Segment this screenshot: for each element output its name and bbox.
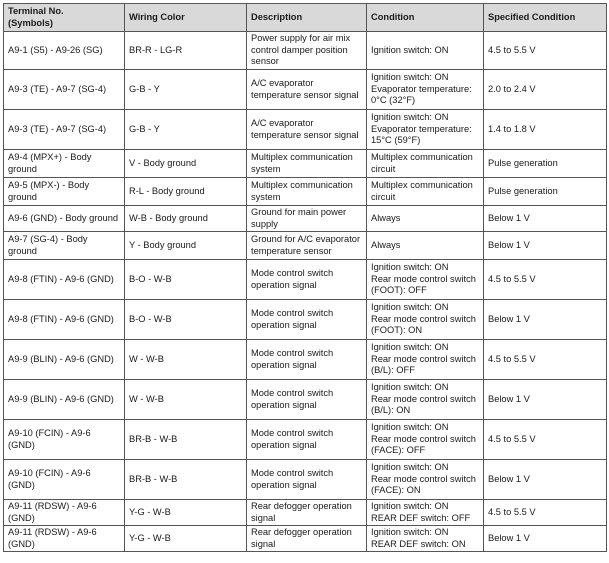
wiring-color-cell: W-B - Body ground — [125, 206, 247, 232]
terminal-cell: A9-10 (FCIN) - A9-6 (GND) — [4, 420, 125, 460]
table-row — [4, 206, 607, 232]
wiring-color-cell: BR-B - W-B — [125, 420, 247, 460]
table-row — [4, 380, 607, 420]
table-row — [4, 340, 607, 380]
condition-cell: Ignition switch: ON Rear mode control switch (FOOT): ON — [367, 300, 484, 340]
specified-condition-cell: 1.4 to 1.8 V — [484, 110, 607, 150]
description-cell: Mode control switch operation signal — [247, 460, 367, 500]
wiring-color-cell: B-O - W-B — [125, 260, 247, 300]
terminal-cell: A9-4 (MPX+) - Body ground — [4, 150, 125, 178]
description-cell: A/C evaporator temperature sensor signal — [247, 70, 367, 110]
condition-cell: Always — [367, 206, 484, 232]
description-cell: Mode control switch operation signal — [247, 300, 367, 340]
terminal-cell: A9-9 (BLIN) - A9-6 (GND) — [4, 380, 125, 420]
table-row — [4, 110, 607, 150]
condition-cell: Multiplex communication circuit — [367, 150, 484, 178]
wiring-color-cell: W - W-B — [125, 380, 247, 420]
wiring-color-cell: BR-R - LG-R — [125, 32, 247, 70]
wiring-color-cell: Y - Body ground — [125, 232, 247, 260]
specified-condition-cell: 4.5 to 5.5 V — [484, 32, 607, 70]
specified-condition-cell: Below 1 V — [484, 380, 607, 420]
header-wiring-color: Wiring Color — [125, 4, 247, 32]
terminal-cell: A9-10 (FCIN) - A9-6 (GND) — [4, 460, 125, 500]
description-cell: Multiplex communication system — [247, 178, 367, 206]
table-row — [4, 32, 607, 70]
condition-cell: Ignition switch: ON — [367, 32, 484, 70]
header-row — [4, 4, 607, 32]
terminal-cell: A9-11 (RDSW) - A9-6 (GND) — [4, 526, 125, 552]
specified-condition-cell: Below 1 V — [484, 460, 607, 500]
table-row — [4, 460, 607, 500]
header-description: Description — [247, 4, 367, 32]
header-condition: Condition — [367, 4, 484, 32]
description-cell: Ground for main power supply — [247, 206, 367, 232]
table-row — [4, 526, 607, 552]
wiring-color-cell: R-L - Body ground — [125, 178, 247, 206]
terminal-cell: A9-6 (GND) - Body ground — [4, 206, 125, 232]
description-cell: Mode control switch operation signal — [247, 380, 367, 420]
description-cell: Rear defogger operation signal — [247, 526, 367, 552]
condition-cell: Ignition switch: ON REAR DEF switch: OFF — [367, 500, 484, 526]
specified-condition-cell: 4.5 to 5.5 V — [484, 340, 607, 380]
header-terminal: Terminal No. (Symbols) — [4, 4, 125, 32]
terminal-cell: A9-1 (S5) - A9-26 (SG) — [4, 32, 125, 70]
table-row — [4, 232, 607, 260]
wiring-color-cell: BR-B - W-B — [125, 460, 247, 500]
table-row — [4, 260, 607, 300]
terminal-cell: A9-3 (TE) - A9-7 (SG-4) — [4, 70, 125, 110]
terminal-spec-table — [3, 3, 607, 552]
terminal-cell: A9-8 (FTIN) - A9-6 (GND) — [4, 300, 125, 340]
condition-cell: Ignition switch: ON Rear mode control switch (FACE): OFF — [367, 420, 484, 460]
wiring-color-cell: W - W-B — [125, 340, 247, 380]
wiring-color-cell: G-B - Y — [125, 110, 247, 150]
condition-cell: Multiplex communication circuit — [367, 178, 484, 206]
condition-cell: Ignition switch: ON REAR DEF switch: ON — [367, 526, 484, 552]
condition-cell: Ignition switch: ON Evaporator temperature: 15°C (59°F) — [367, 110, 484, 150]
specified-condition-cell: Below 1 V — [484, 300, 607, 340]
specified-condition-cell: Pulse generation — [484, 178, 607, 206]
table-row — [4, 420, 607, 460]
wiring-color-cell: G-B - Y — [125, 70, 247, 110]
terminal-cell: A9-5 (MPX-) - Body ground — [4, 178, 125, 206]
condition-cell: Ignition switch: ON Rear mode control switch (B/L): ON — [367, 380, 484, 420]
terminal-cell: A9-9 (BLIN) - A9-6 (GND) — [4, 340, 125, 380]
terminal-cell: A9-3 (TE) - A9-7 (SG-4) — [4, 110, 125, 150]
terminal-cell: A9-8 (FTIN) - A9-6 (GND) — [4, 260, 125, 300]
condition-cell: Always — [367, 232, 484, 260]
terminal-cell: A9-7 (SG-4) - Body ground — [4, 232, 125, 260]
terminal-cell: A9-11 (RDSW) - A9-6 (GND) — [4, 500, 125, 526]
description-cell: Multiplex communication system — [247, 150, 367, 178]
description-cell: Mode control switch operation signal — [247, 420, 367, 460]
condition-cell: Ignition switch: ON Evaporator temperature: 0°C (32°F) — [367, 70, 484, 110]
specified-condition-cell: 4.5 to 5.5 V — [484, 260, 607, 300]
specified-condition-cell: Pulse generation — [484, 150, 607, 178]
specified-condition-cell: 4.5 to 5.5 V — [484, 420, 607, 460]
wiring-color-cell: B-O - W-B — [125, 300, 247, 340]
table-row — [4, 500, 607, 526]
specified-condition-cell: Below 1 V — [484, 232, 607, 260]
condition-cell: Ignition switch: ON Rear mode control switch (FACE): ON — [367, 460, 484, 500]
table-row — [4, 178, 607, 206]
specified-condition-cell: 2.0 to 2.4 V — [484, 70, 607, 110]
table-row — [4, 300, 607, 340]
description-cell: Rear defogger operation signal — [247, 500, 367, 526]
description-cell: Mode control switch operation signal — [247, 340, 367, 380]
specified-condition-cell: 4.5 to 5.5 V — [484, 500, 607, 526]
table-row — [4, 70, 607, 110]
condition-cell: Ignition switch: ON Rear mode control switch (FOOT): OFF — [367, 260, 484, 300]
description-cell: A/C evaporator temperature sensor signal — [247, 110, 367, 150]
wiring-color-cell: Y-G - W-B — [125, 500, 247, 526]
description-cell: Mode control switch operation signal — [247, 260, 367, 300]
condition-cell: Ignition switch: ON Rear mode control switch (B/L): OFF — [367, 340, 484, 380]
description-cell: Ground for A/C evaporator temperature sensor — [247, 232, 367, 260]
header-specified-condition: Specified Condition — [484, 4, 607, 32]
wiring-color-cell: V - Body ground — [125, 150, 247, 178]
description-cell: Power supply for air mix control damper position sensor — [247, 32, 367, 70]
wiring-color-cell: Y-G - W-B — [125, 526, 247, 552]
table-row — [4, 150, 607, 178]
specified-condition-cell: Below 1 V — [484, 206, 607, 232]
specified-condition-cell: Below 1 V — [484, 526, 607, 552]
